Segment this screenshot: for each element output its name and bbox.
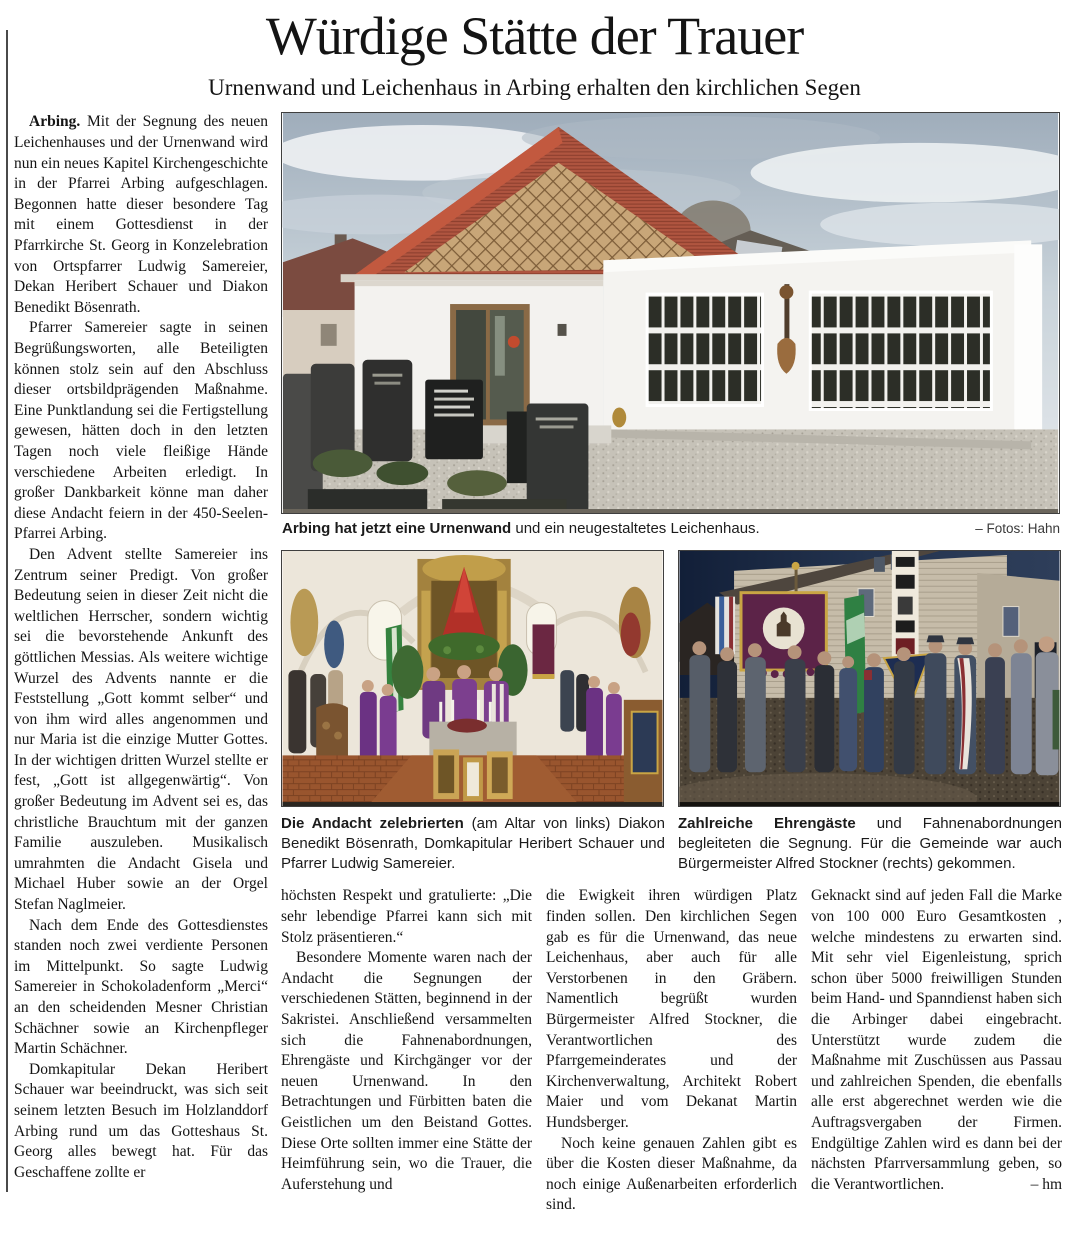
church-service-photo xyxy=(281,550,664,807)
paragraph: Den Advent stellte Samereier ins Zentrum seiner Predigt. Von großer Bedeutung seien in dieser Zeit nicht die weltlichen Herrscher, sondern wichtig sei die bevorstehende Ankunft des göttlichen Messias. Als weitere wichtige Wurzel des Advents nannte er die Feststellung „Gott kommt selber“ und von ihm wird alles angenommen und nur Maria ist die einzige Mutter Gottes. In der wichtigen dritten Wurzel stellte er fest, „Gott ist allgegenwärtig“. Von großer Bedeutung im Advent sei es, das christliche Brauchtum mit der ganzen Familie auszuleben. Musikalisch umrahmten die Andacht Gisela und Michael Huber sowie an der Orgel Stefan Naglmeier. xyxy=(14,545,268,914)
paragraph-text: Mit der Segnung des neuen Leichenhauses und der Urnenwand wird nun ein neues Kapitel Kirchengeschichte in der Pfarrei Arbing aufgeschlagen. Begonnen hatte dieser besondere Tag mit einem Gottesdienst in der Pfarrkirche St. Georg in Konzelebration von Ortspfarrer Ludwig Samereier, Dekan Heribert Schauer und Diakon Benedikt Bösenrath. xyxy=(14,113,268,316)
paragraph: Noch keine genauen Zahlen gibt es über die Kosten dieser Maßnahme, da noch einige Außenarbeiten erforderlich sind. xyxy=(546,1134,797,1214)
article-subtitle: Urnenwand und Leichenhaus in Arbing erhalten den kirchlichen Segen xyxy=(208,75,861,101)
main-photo-caption xyxy=(281,514,1062,537)
dateline: Arbing. xyxy=(29,113,81,131)
leichenhaus-photo-figure xyxy=(281,112,1062,537)
text-column-3 xyxy=(546,886,797,1216)
author-initials: – hm xyxy=(1030,1175,1062,1193)
photo-row xyxy=(281,550,1062,874)
photo-credit: – Fotos: Hahn xyxy=(975,521,1060,537)
paragraph: die Ewigkeit ihren würdigen Platz finden sollen. Den kirchlichen Segen gab es für die Urnenwand, das neue Leichenhaus, aber auch für alle Verstorbenen in den Gräbern. Namentlich begrüßt wurden Bürgermeister Alfred Stockner, die Verantwortlichen des Pfarrgemeinderates und der Kirchenverwaltung, Architekt Robert Maier und vom Dekanat Martin Hundsberger. xyxy=(546,887,797,1131)
continuation-columns xyxy=(281,886,1062,1216)
article-title: Würdige Stätte der Trauer xyxy=(265,6,804,66)
paragraph: Besondere Momente waren nach der Andacht die Segnungen der verschiedenen Stätten, beginnend in der Sakristei. Anschließend versammelten sich die Fahnenabordnungen, Ehrengäste und Kirchgänger vor der neuen Urnenwand. In den Betrachtungen und Fürbitten baten die Geistlichen um den Beistand Gottes. Diese Orte sollten immer eine Stätte der Heimführung sein, wo die Trauer, die Auferstehung und xyxy=(281,949,532,1193)
main-area xyxy=(281,112,1062,1216)
flag-delegations-photo xyxy=(678,550,1061,807)
column-rule xyxy=(6,30,8,1192)
text-column-2 xyxy=(281,886,532,1216)
text-column-4 xyxy=(811,886,1062,1216)
leichenhaus-photo xyxy=(281,112,1060,514)
paragraph: Nach dem Ende des Gottesdienstes standen noch zwei verdiente Personen im Mittelpunkt. So sagte Ludwig Samereier in Schokoladenform „Merci“ an den scheidenden Mesner Christian Schächner sowie an Kirchenpfleger Martin Schächner. xyxy=(14,916,268,1058)
paragraph: Domkapitular Dekan Heribert Schauer war beeindruckt, was sich seit seinem letzten Besuch im Holzlanddorf Arbing rund um das Gotteshaus St. Georg alles bewegt hat. Für das Geschaffene zollte er xyxy=(14,1060,268,1181)
caption-text: Arbing hat jetzt eine Urnenwand und ein neugestaltetes Leichenhaus. xyxy=(282,520,760,538)
guests-photo-caption: Zahlreiche Ehrengäste und Fahnenabordnungen begleiteten die Segnung. Für die Gemeinde war auch Bürgermeister Alfred Stockner (rechts) gekommen. xyxy=(678,815,1062,873)
text-column-1 xyxy=(14,112,268,1183)
church-photo-caption: Die Andacht zelebrierten (am Altar von links) Diakon Benedikt Bösenrath, Domkapitular Heribert Schauer und Pfarrer Ludwig Samereier. xyxy=(281,815,665,873)
paragraph: höchsten Respekt und gratulierte: „Die sehr lebendige Pfarrei kann sich mit Stolz präsentieren.“ xyxy=(281,887,532,946)
article-body xyxy=(0,112,1069,1216)
paragraph-dateline xyxy=(14,112,268,318)
church-service-figure xyxy=(281,550,665,874)
paragraph: Geknackt sind auf jeden Fall die Marke von 100 000 Euro Gesamtkosten , welche mindestens zu erwarten sind. Mit sehr viel Eigenleistung, sprich schon über 5000 freiwilligen Stunden beim Hand- und Spanndienst haben sich die Arbinger dabei eingebracht. Unterstützt wurde zudem die Maßnahme mit Zuschüssen aus Passau und zahlreichen Spenden, die ebenfalls alle erst abgerechnet werden wie die Auftragsvergaben der Firmen. Endgültige Zahlen wird es dann bei der nächsten Pfarrversammlung geben, so die Verantwortlichen. – hm xyxy=(811,886,1062,1195)
paragraph: Pfarrer Samereier sagte in seinen Begrüßungsworten, alle Beteiligten können stolz sein auf den Abschluss dieser ortsbildprägenden Maßnahme. Eine Punktlandung sei die Fertigstellung gewesen, hätten doch in den letzten Tagen noch viele fleißige Hände verschiedene Arbeiten erledigt. In großer Dankbarkeit könne man daher diese Andacht feiern in der 450-Seelen-Pfarrei Arbing. xyxy=(14,319,268,543)
article-header xyxy=(0,0,1069,101)
flag-delegations-figure xyxy=(678,550,1062,874)
